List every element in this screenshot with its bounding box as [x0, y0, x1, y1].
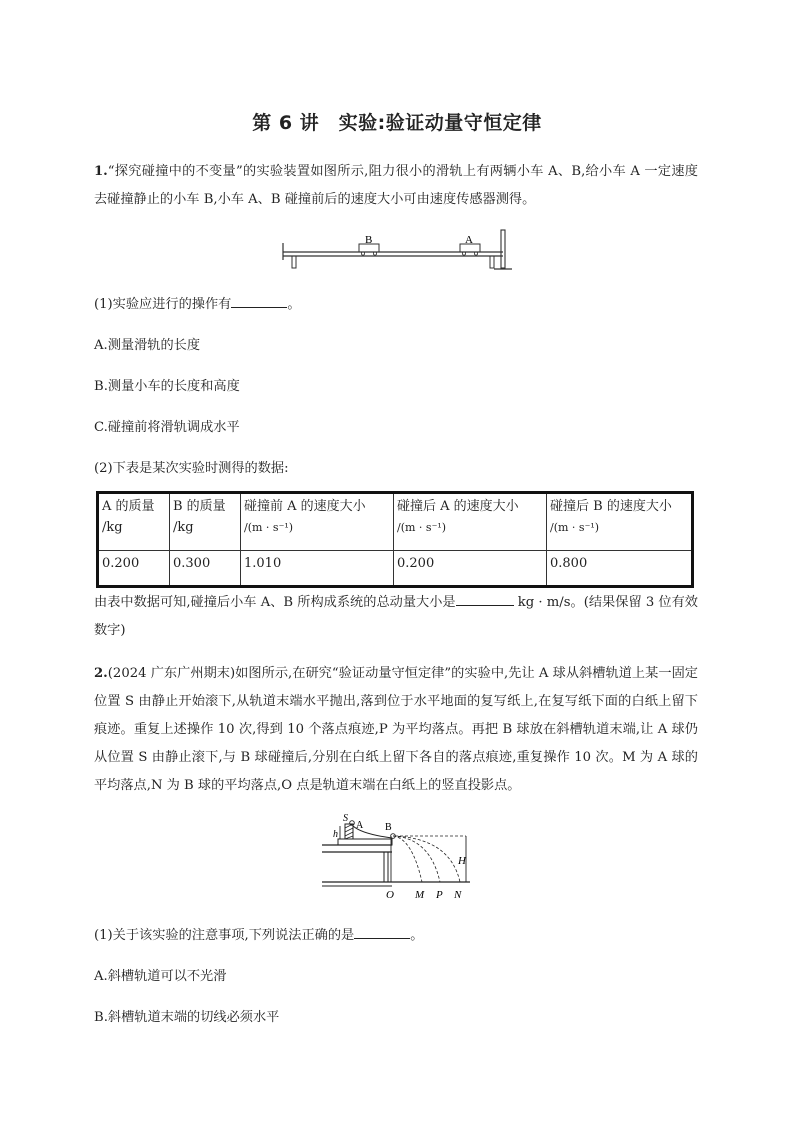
- cart-a-label: A: [465, 234, 473, 246]
- q2-sub1: [94, 924, 423, 943]
- label-o: O: [386, 889, 394, 900]
- table-header-cell: [170, 493, 241, 551]
- page-title: 第 6 讲 实验:验证动量守恒定律: [252, 112, 542, 134]
- q1-sub1: [94, 293, 301, 312]
- table-header-cell: [394, 493, 547, 551]
- header-line1: 碰撞后 A 的速度大小: [397, 499, 519, 514]
- q2-option-a: A.斜槽轨道可以不光滑: [94, 969, 227, 984]
- table-row: [98, 551, 693, 587]
- table-cell: 0.200: [394, 551, 547, 587]
- q1-stem-text: “探究碰撞中的不变量”的实验装置如图所示,阻力很小的滑轨上有两辆小车 A、B,给小车 A 一定速度去碰撞静止的小车 B,小车 A、B 碰撞前后的速度大小可由速度传感器测得。: [94, 164, 698, 207]
- q1-stem: [94, 158, 698, 214]
- q1-option-b: B.测量小车的长度和高度: [94, 379, 240, 394]
- q1-data-table: [96, 491, 694, 588]
- label-m: M: [415, 889, 425, 900]
- q2-option-b: B.斜槽轨道末端的切线必须水平: [94, 1010, 280, 1025]
- table-cell: 0.800: [547, 551, 693, 587]
- q1-option-a: A.测量滑轨的长度: [94, 338, 201, 353]
- table-header-row: [98, 493, 693, 551]
- q2-stem: [94, 660, 698, 800]
- table-cell: 0.300: [170, 551, 241, 587]
- q1-conclusion-text: 由表中数据可知,碰撞后小车 A、B 所构成系统的总动量大小是: [94, 595, 456, 610]
- table-cell: 0.200: [98, 551, 170, 587]
- label-p: P: [436, 889, 443, 900]
- table-header-cell: [241, 493, 394, 551]
- q2-figure-apparatus: [318, 812, 478, 900]
- q1-option-c: C.碰撞前将滑轨调成水平: [94, 420, 240, 435]
- q2-number: 2.: [94, 666, 108, 681]
- label-a: A: [356, 820, 364, 831]
- header-line2: /(m · s⁻¹): [397, 521, 447, 534]
- q1-sub1-blank: [231, 293, 287, 308]
- header-line2: /kg: [173, 520, 194, 535]
- q1-sub1-end: 。: [287, 297, 301, 312]
- header-line2: /(m · s⁻¹): [550, 521, 600, 534]
- q1-conclusion: [94, 589, 698, 645]
- header-line1: 碰撞前 A 的速度大小: [244, 499, 366, 514]
- q2-sub1-blank: [354, 924, 410, 939]
- q1-sub1-text: (1)实验应进行的操作有: [94, 297, 232, 312]
- header-line1: 碰撞后 B 的速度大小: [550, 499, 672, 514]
- q1-conclusion-unit: kg · m/s。(结果保留 3 位有效数字): [94, 595, 698, 638]
- header-line2: /(m · s⁻¹): [244, 521, 294, 534]
- label-h: h: [333, 829, 338, 840]
- label-b: B: [385, 822, 392, 833]
- cart-b-label: B: [365, 234, 373, 246]
- table-header-cell: [547, 493, 693, 551]
- header-line1: A 的质量: [102, 499, 155, 514]
- q1-conclusion-blank: [456, 591, 514, 606]
- q2-sub1-text: (1)关于该实验的注意事项,下列说法正确的是: [94, 928, 355, 943]
- q1-number: 1.: [94, 164, 108, 179]
- label-n: N: [454, 889, 462, 900]
- header-line1: B 的质量: [173, 499, 226, 514]
- label-s: S: [343, 813, 348, 824]
- q1-sub2: (2)下表是某次实验时测得的数据:: [94, 461, 289, 476]
- label-H: H: [458, 855, 466, 867]
- header-line2: /kg: [102, 520, 123, 535]
- q1-figure-track: [278, 226, 518, 274]
- table-header-cell: [98, 493, 170, 551]
- q2-sub1-end: 。: [410, 928, 424, 943]
- table-cell: 1.010: [241, 551, 394, 587]
- q2-stem-text: (2024 广东广州期末)如图所示,在研究“验证动量守恒定律”的实验中,先让 A 球从斜槽轨道上某一固定位置 S 由静止开始滚下,从轨道末端水平抛出,落到位于水平地面的复写纸上,在复写纸下面的白纸上留下痕迹。重复上述操作 10 次,得到 10 个落点痕迹,P 为平均落点。再把 B 球放在斜槽轨道末端,让 A 球仍从位置 S 由静止滚下,与 B 球碰撞后,分别在白纸上留下各自的落点痕迹,重复操作 10 次。M 为 A 球的平均落点,N 为 B 球的平均落点,O 点是轨道末端在白纸上的竖直投影点。: [94, 666, 698, 793]
